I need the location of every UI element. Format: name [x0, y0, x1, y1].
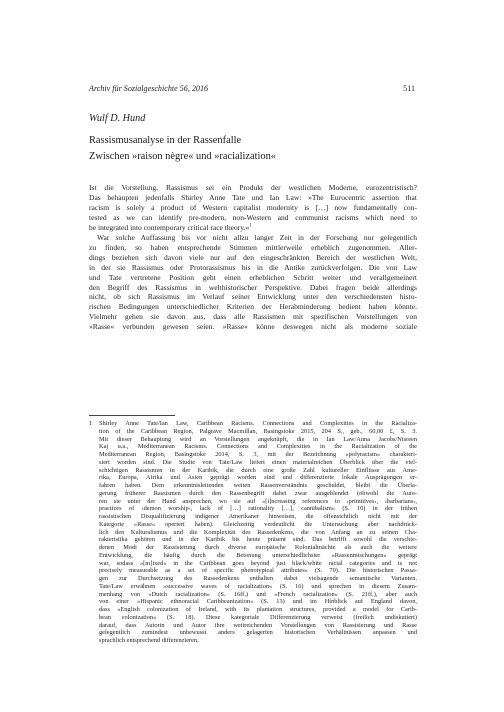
footnote-line: schichtigen Rassismen in der Karibik, die durch eine große Zahl kultureller Einflüsse aus Ame- [99, 466, 417, 474]
footnote-line: dass »English colonization of Ireland, with its plantation structures, provided a model for Carib- [99, 606, 417, 613]
footnote-line: denen Modi der Rassisierung durch diverse europäische Kolonialmächte als auch die weitere [99, 544, 417, 551]
footnote [89, 420, 417, 645]
body-line: den Begriff des Rassismus in welthistorischer Perspektive. Dabei fragen beide allerdings [89, 282, 417, 292]
footnote-line: rassistischen Disqualifizierung indigener Amerikaner hinweisen, die offensichtlich nicht mit der [99, 513, 417, 520]
footnote-line-text: Shirley Anne Tate/Ian Law, Caribbean Racisms. Connections and Complexities in the Racializa- [99, 420, 417, 427]
article-title: Rassismusanalyse in der Rassenfalle [89, 135, 242, 146]
footnote-line: Entwicklung, die häufig durch die Betonung unterschiedlichster »Rassenmischungen« geprägt [99, 551, 417, 559]
footnote-line: gen zur Durchsetzung des Rassedenkens enthalten dabei vielsagende semantische Varianten. [99, 575, 417, 582]
footnote-line [89, 420, 417, 428]
body-line: zu finden, so haben entsprechende Stimmen mittlerweile erheblich zugenommen. Aller- [89, 242, 417, 252]
running-head [89, 84, 415, 94]
footnote-line: rika, Europa, Afrika und Asien geprägt worden sind und differenzierte lokale Ausprägungen er- [99, 474, 417, 482]
author-name: Wulf D. Hund [89, 113, 146, 124]
footnote-line: gelegentlich zumindest unbewusst anders gelagerten historischen Verhältnissen anpassen und [99, 629, 417, 637]
footnote-line: precisely measurable as a set of specific phenotypical attributes« (S. 70). Die historischen Passa- [99, 567, 417, 575]
body-line: »Rasse« verbunden gewesen seien. »Rasse« könne deswegen nicht als moderne soziale [89, 322, 417, 332]
body-line: Ist die Vorstellung, Rassismus sei ein Produkt der westlichen Moderne, eurozentristisch? [89, 183, 417, 192]
body-line: in der sie Rassismus oder Protorassismus bis in die Antike zurückverfolgen. Die von Law [89, 262, 417, 272]
body-line: und Tate vertretene Position geht einen erheblichen Schritt weiter und verallgemeinert [89, 272, 417, 282]
body-line: racism is solely a product of Western capitalist modernity is […] now fundamentally con- [89, 202, 417, 212]
body-line: nicht, ob sich Rassismus im Verlauf seiner Entwicklung unter den verschiedensten histo- [89, 292, 417, 302]
footnote-line: sprachlich entsprechend differenzieren. [99, 637, 199, 644]
body-line: War solche Auffassung bis vor nicht allzu langer Zeit in der Forschung nur gelegentlich [97, 232, 417, 242]
footnote-line: von einer »Hispanic ethnoracial Caribbeanization« (S. 13) und im Hinblick auf England davon, [99, 598, 417, 606]
footnote-line: siert worden sind. Die Studie von Tate/Law liefert einen materialreichen Überblick über die viel- [99, 458, 417, 466]
footnote-line: ren sie unter der Hand ansprechen, wo sie auf »[i]ncreasing references to ›primitives‹, ›barbarians‹, [99, 497, 417, 505]
footnote-line: rakteristika gehören und in der Karibik bis heute präsent sind. Das betrifft sowohl die verschie- [99, 536, 417, 544]
footnote-line: Kaj u.a., Mediterranean Racisms. Connections and Complexities in the Racialization of the [99, 443, 417, 451]
footnote-line: Mit dieser Behauptung wird an Vorstellungen angeknüpft, die in Ian Law/Anna Jacobs/Nisreen [99, 435, 417, 443]
footnote-line: lich den Kulturalismus und die Komplexität des Rassedenkens, die von Anfang an zu seinen Cha- [99, 528, 417, 536]
body-line: dings beziehen sich davon viele nur auf den eingeschränkten Bereich der westlichen Welt, [89, 252, 417, 262]
footnote-line: practices of ›demon worship‹, lack of […] rationality […], cannibalism« (S. 10) in der frühen [99, 505, 417, 513]
body-line: Das behaupten jedenfalls Shirley Anne Tate und Ian Law: »The Eurocentric assertion that [89, 192, 417, 202]
body-line [89, 223, 417, 233]
footnote-line: tion of the Caribbean Region, Palgrave Macmillan, Basingstoke 2015, 204 S., geb., 60,00 £, S. 3. [99, 427, 417, 435]
footnote-reference: 1 [249, 223, 252, 229]
footnote-line: Kategorie »Rasse« operiert haben). Gleichzeitig verdeutlicht die Untersuchung aber nachdrück- [99, 520, 417, 528]
footnote-line: war, sodass »[m]ixed« in the Caribbean goes beyond just black/white racial categories and is not [99, 559, 417, 567]
footnote-line: Mediterranean Region, Basingstoke 2014, S. 3, mit der Bezeichnung »polyracism« charakteri- [99, 451, 417, 458]
body-line: rischen Bedingungen unterschiedlicher Kriterien der Herabminderung bedient haben könnte. [89, 302, 417, 312]
page-number: 511 [403, 84, 415, 93]
journal-citation: Archiv für Sozialgeschichte 56, 2016 [89, 84, 209, 93]
article-subtitle: Zwischen »raison nègre« und »racialization« [89, 151, 276, 162]
footnote-line: menhang von »Dutch racialization« (S. 16ff.) und »French racialization« (S. 21ff.), aber auch [99, 590, 417, 598]
footnote-line: fahren haben. Dem erkenntnisleitenden weiten Rassenverständnis geschuldet, bleibt die Überla- [99, 482, 417, 489]
body-line-text: be integrated into contemporary critical race theory.« [89, 222, 250, 232]
footnote-line: gerung früherer Rassismen durch den Rassenbegriff dabei zwar ausgeblendet (obwohl die Auto- [99, 489, 417, 497]
footnote-number: 1 [89, 420, 93, 427]
body-line: tested as we can identify pre-modern, non-Western and communist racisms which need to [89, 212, 417, 222]
body-line: Vielmehr gehen sie davon aus, dass alle Rassismen mit spezifischen Vorstellungen von [89, 312, 417, 322]
footnote-separator [89, 415, 175, 416]
body-text [89, 183, 417, 332]
footnote-line: darauf, dass Autorin und Autor ihre weitreichenden Vorstellungen von Rassisierung und Rasse [99, 621, 417, 629]
footnote-line: bean colonization« (S. 18). Diese kategoriale Differenzierung verweist (freilich undiskutiert) [99, 613, 417, 621]
footnote-line: Tate/Law erwähnen »successive waves of racialization« (S. 16) und sprechen in diesem Zusam- [99, 582, 417, 590]
